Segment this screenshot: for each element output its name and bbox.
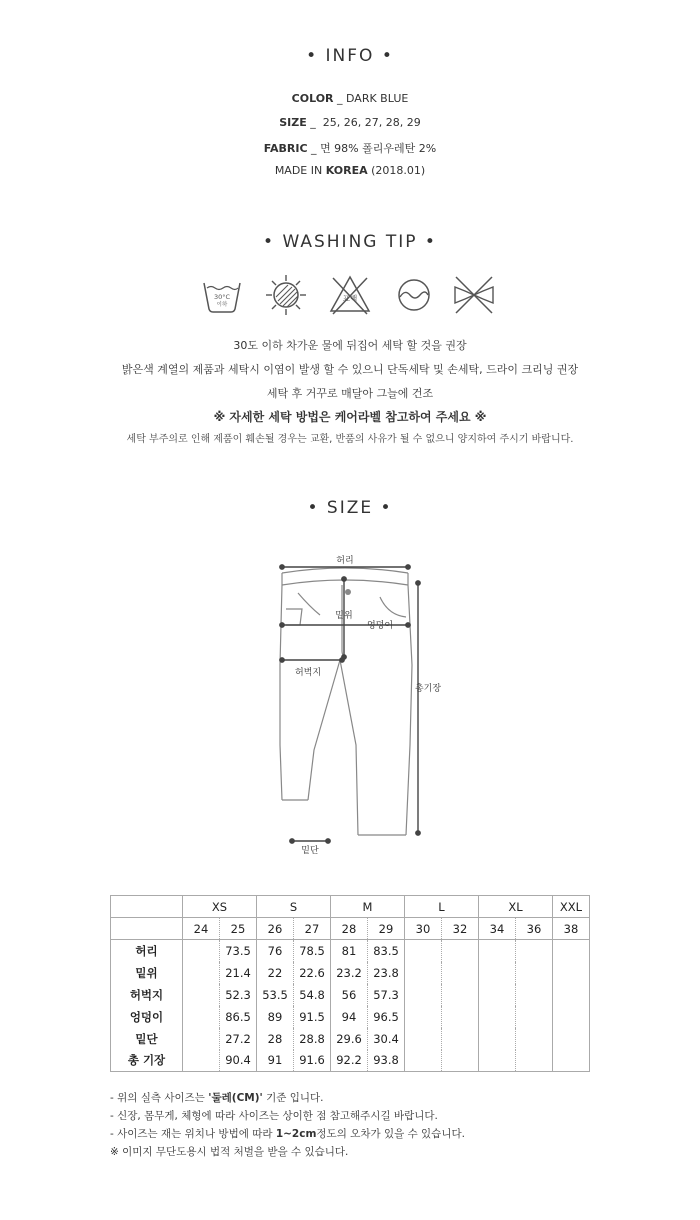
- table-cell: 27.2: [220, 1028, 257, 1050]
- info-title: • INFO •: [306, 46, 394, 66]
- table-cell: 92.2: [331, 1050, 368, 1072]
- table-cell: [479, 962, 516, 984]
- table-cell: [516, 1006, 553, 1028]
- table-cell: 23.8: [368, 962, 405, 984]
- note-3: [110, 1125, 590, 1143]
- note-1-suffix: 기준 입니다.: [262, 1092, 324, 1104]
- table-cell: 57.3: [368, 984, 405, 1006]
- corner-cell: [111, 896, 183, 918]
- table-cell: [405, 1006, 442, 1028]
- no-wring-icon: [452, 273, 496, 317]
- made-prefix: MADE IN: [274, 164, 326, 177]
- wash-30c-icon: [200, 273, 244, 317]
- note-3-suffix: 정도의 오차가 있을 수 있습니다.: [316, 1128, 465, 1140]
- row-label: 허리: [135, 943, 158, 958]
- table-cell: [553, 1050, 590, 1072]
- made-country: KOREA: [325, 164, 368, 177]
- table-cell: 29.6: [331, 1028, 368, 1050]
- table-cell: 91: [257, 1050, 294, 1072]
- color-sep: _: [333, 92, 347, 105]
- table-cell: [479, 984, 516, 1006]
- table-cell: 23.2: [331, 962, 368, 984]
- table-cell: [479, 1028, 516, 1050]
- table-cell: 22: [257, 962, 294, 984]
- table-cell: [479, 1006, 516, 1028]
- group-xxl: XXL: [553, 896, 590, 918]
- size-number-row: [111, 918, 590, 940]
- size-notes: [110, 1089, 590, 1161]
- size-number-cell: 32: [442, 918, 479, 940]
- table-cell: [516, 1050, 553, 1072]
- care-label-notice: ※ 자세한 세탁 방법은 케어라벨 참고하여 주세요 ※: [213, 410, 487, 424]
- table-cell: 30.4: [368, 1028, 405, 1050]
- wash-line-1: 30도 이하 차가운 물에 뒤집어 세탁 할 것을 권장: [233, 339, 467, 352]
- size-number-cell: 26: [257, 918, 294, 940]
- made-suffix: (2018.01): [367, 164, 426, 177]
- wash-line-2: 밝은색 계열의 제품과 세탁시 이염이 발생 할 수 있으니 단독세탁 및 손세탁, 드라이 크리닝 권장: [121, 363, 579, 376]
- table-cell: 83.5: [368, 940, 405, 962]
- wash-temp-text: 30°C: [213, 293, 231, 301]
- measurement-lines: [280, 565, 420, 843]
- table-row: [111, 940, 590, 962]
- fabric-value: 면 98% 폴리우레탄 2%: [320, 142, 437, 155]
- row-label: 엉덩이: [129, 1009, 164, 1024]
- size-table-body: [111, 940, 590, 1072]
- table-cell: [183, 984, 220, 1006]
- color-line: [0, 92, 700, 105]
- table-cell: [553, 1028, 590, 1050]
- note-3-prefix: - 사이즈는 재는 위치나 방법에 따라: [110, 1128, 276, 1140]
- diagram-label-rise: 밑위: [335, 611, 353, 621]
- table-cell: 28: [257, 1028, 294, 1050]
- note-1-bold: '둘레(CM)': [208, 1092, 263, 1104]
- table-cell: 53.5: [257, 984, 294, 1006]
- table-cell: 73.5: [220, 940, 257, 962]
- table-cell: [479, 1050, 516, 1072]
- table-cell: 56: [331, 984, 368, 1006]
- diagram-label-hem: 밑단: [301, 846, 319, 856]
- row-label: 밑단: [135, 1031, 158, 1046]
- pants-measurement-diagram: [270, 545, 450, 860]
- no-bleach-icon: [328, 273, 372, 317]
- table-row: [111, 1006, 590, 1028]
- size-sep: _: [306, 116, 323, 129]
- size-line: [0, 116, 700, 129]
- no-sun-dry-icon: [264, 273, 308, 317]
- size-number-cell: 29: [368, 918, 405, 940]
- group-s: S: [257, 896, 331, 918]
- size-label: SIZE: [279, 116, 307, 129]
- note-4: ※ 이미지 무단도용시 법적 처벌을 받을 수 있습니다.: [110, 1146, 349, 1158]
- table-row: [111, 962, 590, 984]
- table-cell: [479, 940, 516, 962]
- size-number-cell: 27: [294, 918, 331, 940]
- size-table: [110, 895, 590, 1072]
- table-cell: [442, 1028, 479, 1050]
- table-cell: [442, 984, 479, 1006]
- table-cell: 86.5: [220, 1006, 257, 1028]
- diagram-label-waist: 허리: [336, 556, 354, 566]
- note-1: [110, 1089, 590, 1107]
- pants-outline: [280, 568, 412, 835]
- bleach-text: 표백: [342, 294, 358, 303]
- table-cell: [442, 962, 479, 984]
- size-number-cell: 30: [405, 918, 442, 940]
- size-number-cell: 34: [479, 918, 516, 940]
- table-cell: [442, 1050, 479, 1072]
- group-m: M: [331, 896, 405, 918]
- size-number-cell: 36: [516, 918, 553, 940]
- table-cell: [405, 962, 442, 984]
- table-cell: [183, 1028, 220, 1050]
- table-cell: [183, 940, 220, 962]
- table-cell: 94: [331, 1006, 368, 1028]
- table-cell: [183, 1006, 220, 1028]
- color-value: DARK BLUE: [346, 92, 409, 105]
- size-value: 25, 26, 27, 28, 29: [322, 116, 421, 129]
- color-label: COLOR: [291, 92, 334, 105]
- wash-below-text: 이하: [216, 302, 228, 308]
- row-label: 총 기장: [127, 1053, 166, 1068]
- table-cell: [516, 984, 553, 1006]
- table-cell: 89: [257, 1006, 294, 1028]
- fabric-label: FABRIC: [263, 142, 308, 155]
- table-cell: [442, 1006, 479, 1028]
- table-cell: 91.6: [294, 1050, 331, 1072]
- table-cell: 90.4: [220, 1050, 257, 1072]
- row-label: 밑위: [135, 965, 158, 980]
- table-cell: [183, 1050, 220, 1072]
- size-title: • SIZE •: [307, 498, 393, 518]
- group-l: L: [405, 896, 479, 918]
- table-cell: 78.5: [294, 940, 331, 962]
- table-row: [111, 984, 590, 1006]
- washing-title: • WASHING TIP •: [263, 232, 437, 252]
- row-label: 허벅지: [129, 987, 164, 1002]
- table-cell: [553, 1006, 590, 1028]
- table-cell: 52.3: [220, 984, 257, 1006]
- wash-line-3: 세탁 후 거꾸로 매달아 그늘에 건조: [266, 387, 434, 400]
- table-cell: [405, 1028, 442, 1050]
- table-cell: [516, 962, 553, 984]
- table-cell: 93.8: [368, 1050, 405, 1072]
- table-cell: 96.5: [368, 1006, 405, 1028]
- diagram-label-hip: 엉덩이: [366, 621, 394, 631]
- table-cell: [553, 984, 590, 1006]
- group-xs: XS: [183, 896, 257, 918]
- table-cell: [405, 984, 442, 1006]
- table-row: [111, 1028, 590, 1050]
- table-cell: [183, 962, 220, 984]
- size-label-blank: [111, 918, 183, 940]
- table-cell: [553, 940, 590, 962]
- hand-wash-icon: [392, 273, 436, 317]
- table-row: [111, 1050, 590, 1072]
- table-cell: 76: [257, 940, 294, 962]
- table-cell: [405, 1050, 442, 1072]
- size-number-cell: 38: [553, 918, 590, 940]
- diagram-label-length: 총기장: [414, 684, 442, 694]
- waist-button: [345, 589, 351, 595]
- size-number-cell: 28: [331, 918, 368, 940]
- table-cell: 21.4: [220, 962, 257, 984]
- fabric-sep: _: [307, 142, 321, 155]
- table-cell: 81: [331, 940, 368, 962]
- diagram-label-thigh: 허벅지: [294, 668, 322, 678]
- note-1-prefix: - 위의 실측 사이즈는: [110, 1092, 209, 1104]
- table-cell: 91.5: [294, 1006, 331, 1028]
- wash-disclaimer: 세탁 부주의로 인해 제품이 훼손될 경우는 교환, 반품의 사유가 될 수 없으니 양지하여 주시기 바랍니다.: [126, 434, 574, 445]
- made-line: [0, 164, 700, 177]
- table-cell: 54.8: [294, 984, 331, 1006]
- table-cell: [442, 940, 479, 962]
- table-cell: 28.8: [294, 1028, 331, 1050]
- table-cell: [516, 1028, 553, 1050]
- table-cell: [405, 940, 442, 962]
- size-group-row: [111, 896, 590, 918]
- size-number-cell: 24: [183, 918, 220, 940]
- size-number-cell: 25: [220, 918, 257, 940]
- fabric-line: [0, 140, 700, 156]
- table-cell: [553, 962, 590, 984]
- note-2: - 신장, 몸무게, 체형에 따라 사이즈는 상이한 점 참고해주시길 바랍니다.: [110, 1110, 438, 1122]
- note-3-bold: 1~2cm: [275, 1128, 317, 1140]
- group-xl: XL: [479, 896, 553, 918]
- table-cell: 22.6: [294, 962, 331, 984]
- table-cell: [516, 940, 553, 962]
